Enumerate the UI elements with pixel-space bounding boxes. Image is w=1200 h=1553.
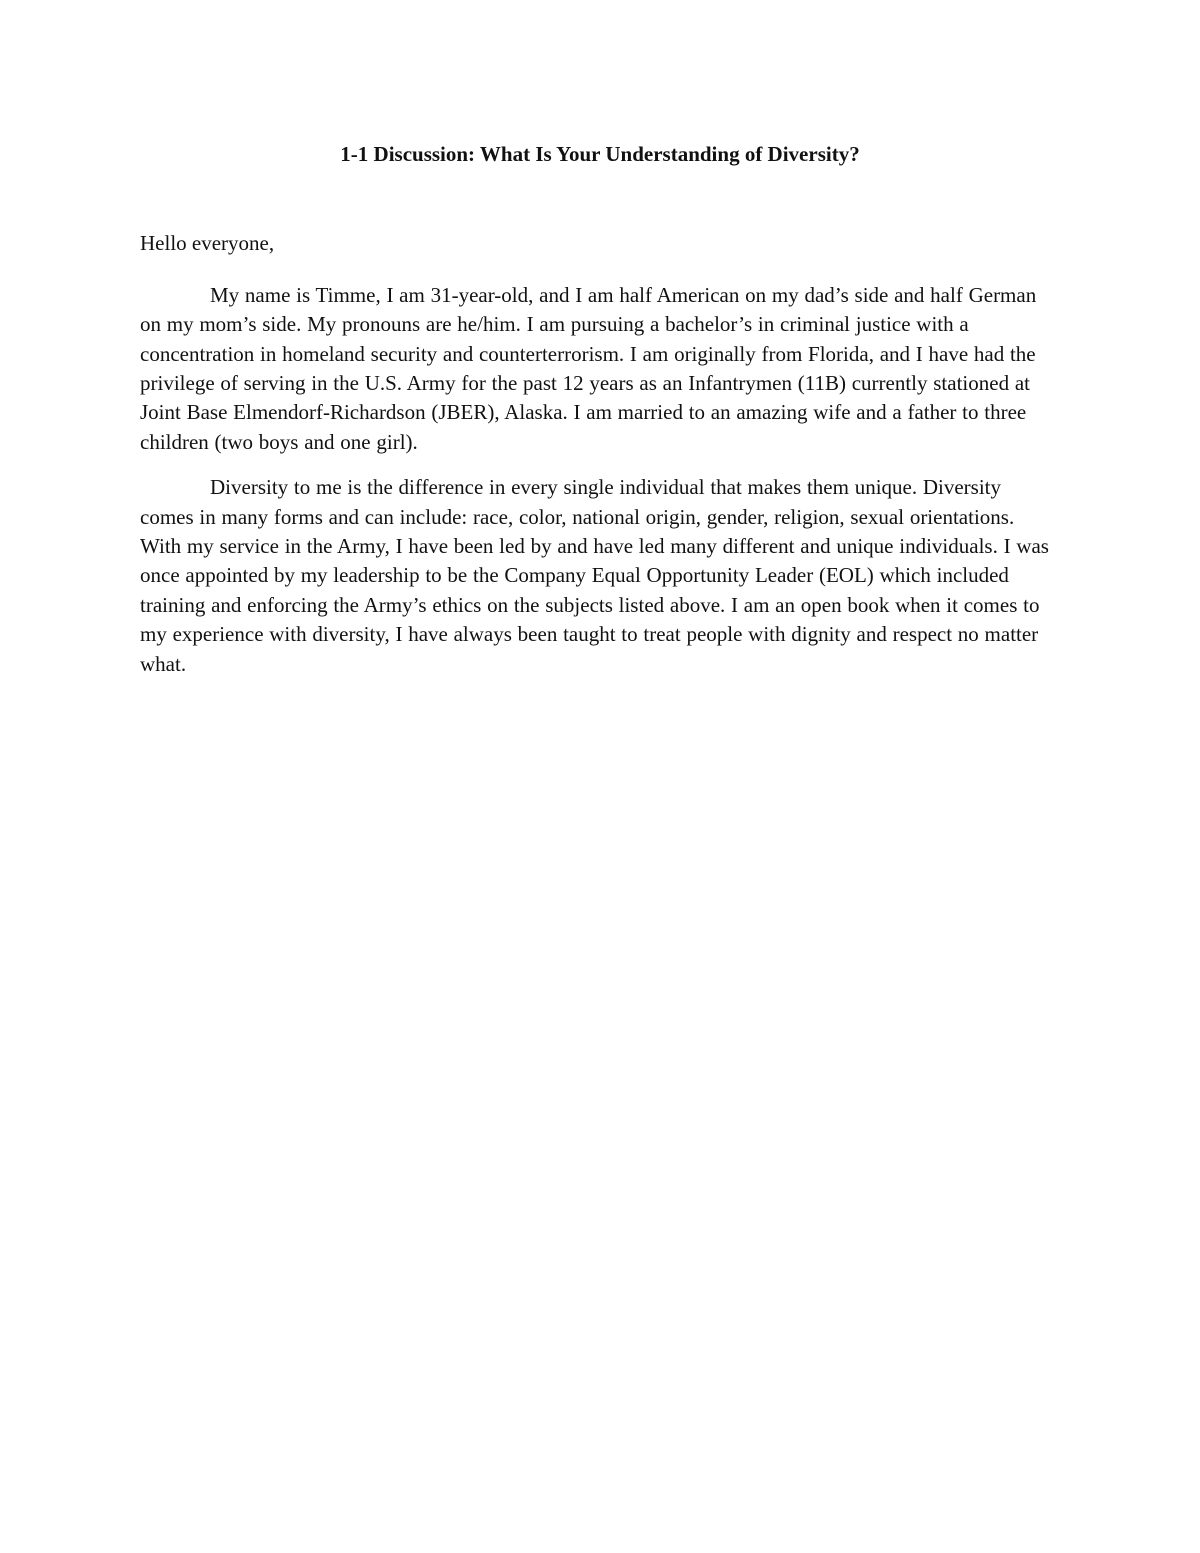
paragraph-introduction: My name is Timme, I am 31-year-old, and I am half American on my dad’s side and half German on my mom’s side. My pronouns are he/him. I am pursuing a bachelor’s in criminal justice with a concentration in homeland security and counterterrorism. I am originally from Florida, and I have had the privilege of serving in the U.S. Army for the past 12 years as an Infantrymen (11B) currently stationed at Joint Base Elmendorf-Richardson (JBER), Alaska. I am married to an amazing wife and a father to three children (two boys and one girl).	[140, 282, 1037, 454]
greeting-line: Hello everyone,	[140, 231, 275, 256]
paragraph-diversity: Diversity to me is the difference in every single individual that makes them unique. Diversity comes in many forms and can include: race, color, national origin, gender, religion, sexual orientations. With my service in the Army, I have been led by and have led many different and unique individuals. I was once appointed by my leadership to be the Company Equal Opportunity Leader (EOL) which included training and enforcing the Army’s ethics on the subjects listed above. I am an open book when it comes to my experience with diversity, I have always been taught to treat people with dignity and respect no matter what.	[140, 475, 1049, 676]
document-body	[140, 140, 1060, 695]
document-title: 1-1 Discussion: What Is Your Understanding of Diversity?	[340, 142, 860, 166]
